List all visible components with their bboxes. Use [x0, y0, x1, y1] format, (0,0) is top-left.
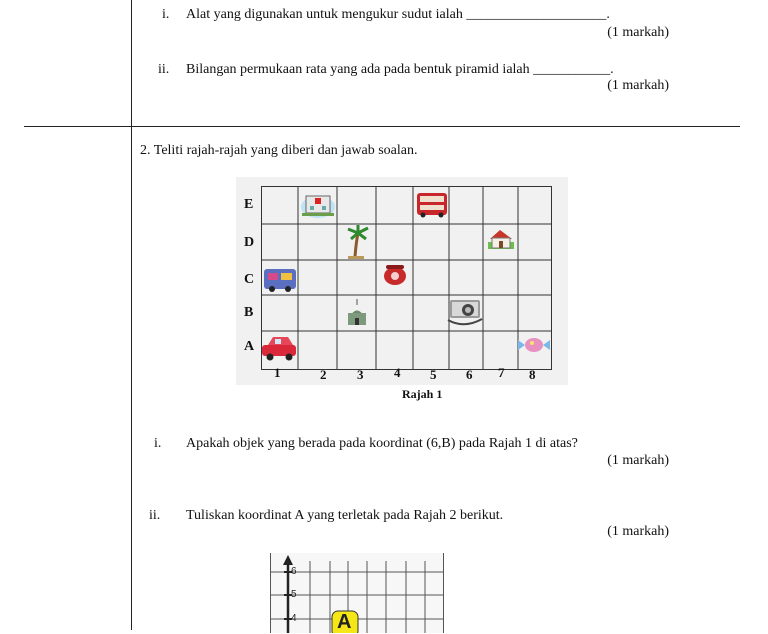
rajah1-grid [236, 177, 568, 385]
rajah1-row-label-b: B [244, 305, 254, 320]
q1-ii-text: Bilangan permukaan rata yang ada pada bentuk piramid ialah ___________. [186, 62, 614, 77]
section-divider [24, 126, 740, 127]
rajah1-col-label-8: 8 [529, 367, 536, 382]
camera-icon [448, 300, 482, 324]
q2-i-number: i. [154, 436, 162, 451]
rajah2-y-label-6: 6 [291, 566, 297, 577]
q1-i-marks: (1 markah) [607, 25, 669, 40]
telephone-icon [384, 265, 406, 285]
q2-i-text: Apakah objek yang berada pada koordinat (6,B) pada Rajah 1 di atas? [186, 436, 578, 451]
candy-icon [518, 338, 550, 352]
q1-ii-marks: (1 markah) [607, 78, 669, 93]
rajah1-col-label-2: 2 [320, 367, 327, 382]
rajah1-caption: Rajah 1 [402, 387, 443, 401]
rajah2-figure [270, 553, 444, 633]
q2-instruction: 2. Teliti rajah-rajah yang diberi dan jawab soalan. [140, 143, 418, 158]
rajah2-y-label-5: 5 [291, 589, 297, 600]
rajah1-row-label-c: C [244, 272, 255, 287]
q1-i-text: Alat yang digunakan untuk mengukur sudut ialah ____________________. [186, 7, 610, 22]
house-icon [488, 230, 514, 249]
rajah1-col-label-4: 4 [394, 365, 401, 380]
bus-icon [417, 193, 447, 218]
rajah1-col-label-3: 3 [357, 367, 364, 382]
palm-tree-icon [348, 225, 368, 259]
q1-i-number: i. [162, 7, 170, 22]
rajah1-col-label-7: 7 [498, 365, 505, 380]
rajah1-col-label-6: 6 [466, 367, 473, 382]
rajah2-y-label-4: 4 [291, 613, 297, 624]
rajah1-figure [236, 177, 568, 385]
q2-i-marks: (1 markah) [607, 453, 669, 468]
hospital-icon [301, 196, 335, 218]
q2-ii-number: ii. [149, 508, 161, 523]
car-icon [262, 337, 296, 361]
rajah1-row-label-d: D [244, 235, 255, 250]
y-axis-arrow-icon [283, 555, 293, 565]
rajah2-point-label: A [337, 611, 352, 633]
train-icon [264, 269, 296, 292]
q2-ii-marks: (1 markah) [607, 524, 669, 539]
q2-ii-text: Tuliskan koordinat A yang terletak pada Rajah 2 berikut. [186, 508, 504, 523]
rajah1-row-label-a: A [244, 339, 255, 354]
rajah1-col-label-1: 1 [274, 365, 281, 380]
rajah1-col-label-5: 5 [430, 367, 437, 382]
margin-vertical-line [131, 0, 132, 630]
mosque-icon [348, 299, 366, 325]
rajah1-row-label-e: E [244, 197, 254, 212]
q1-ii-number: ii. [158, 62, 170, 77]
